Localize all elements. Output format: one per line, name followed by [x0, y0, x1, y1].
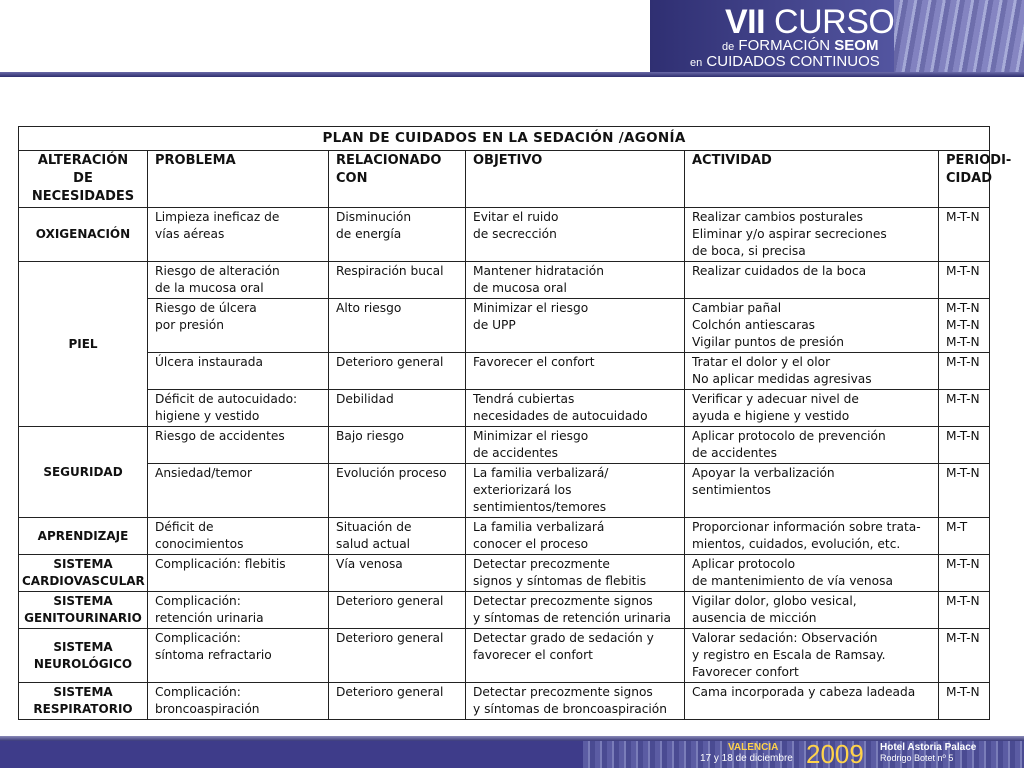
- periodicidad-cell: M-T-N: [939, 353, 990, 390]
- actividad-cell: Realizar cuidados de la boca: [685, 262, 939, 299]
- relacionado-cell: Bajo riesgo: [329, 427, 466, 464]
- relacionado-cell: Deterioro general: [329, 353, 466, 390]
- actividad-cell: Apoyar la verbalización sentimientos: [685, 464, 939, 518]
- banner-title: [725, 3, 894, 41]
- relacionado-cell: Evolución proceso: [329, 464, 466, 518]
- table-row: [19, 555, 990, 592]
- problema-cell: Ansiedad/temor: [148, 464, 329, 518]
- relacionado-cell: Vía venosa: [329, 555, 466, 592]
- relacionado-cell: Respiración bucal: [329, 262, 466, 299]
- relacionado-cell: Situación de salud actual: [329, 518, 466, 555]
- objetivo-cell: Evitar el ruido de secrección: [466, 208, 685, 262]
- problema-cell: Complicación: retención urinaria: [148, 592, 329, 629]
- footer-address: Rodrigo Botet nº 5: [880, 753, 954, 763]
- table-row: [19, 353, 990, 390]
- problema-cell: Riesgo de alteración de la mucosa oral: [148, 262, 329, 299]
- table-row: [19, 629, 990, 683]
- objetivo-cell: Minimizar el riesgo de accidentes: [466, 427, 685, 464]
- periodicidad-cell: M-T-N: [939, 592, 990, 629]
- relacionado-cell: Deterioro general: [329, 683, 466, 720]
- problema-cell: Complicación: flebitis: [148, 555, 329, 592]
- relacionado-cell: Debilidad: [329, 390, 466, 427]
- table-row: [19, 390, 990, 427]
- relacionado-cell: Disminución de energía: [329, 208, 466, 262]
- periodicidad-cell: M-T-N: [939, 555, 990, 592]
- table-header-row: [19, 151, 990, 208]
- table-row: [19, 464, 990, 518]
- periodicidad-cell: M-T-N: [939, 427, 990, 464]
- actividad-cell: Realizar cambios posturales Eliminar y/o aspirar secreciones de boca, si precisa: [685, 208, 939, 262]
- header-divider: [0, 72, 1024, 77]
- table-title-row: [19, 127, 990, 151]
- actividad-cell: Vigilar dolor, globo vesical, ausencia de micción: [685, 592, 939, 629]
- category-cell: SEGURIDAD: [19, 427, 148, 518]
- category-cell: SISTEMA CARDIOVASCULAR: [19, 555, 148, 592]
- objetivo-cell: Detectar precozmente signos y síntomas de broncoaspiración: [466, 683, 685, 720]
- footer-dates: 17 y 18 de diciembre: [700, 753, 793, 764]
- objetivo-cell: Detectar grado de sedación y favorecer el confort: [466, 629, 685, 683]
- category-cell: APRENDIZAJE: [19, 518, 148, 555]
- banner-line3-main: CUIDADOS CONTINUOS: [706, 53, 880, 70]
- table-row: [19, 427, 990, 464]
- actividad-cell: Valorar sedación: Observación y registro en Escala de Ramsay. Favorecer confort: [685, 629, 939, 683]
- relacionado-cell: Alto riesgo: [329, 299, 466, 353]
- periodicidad-cell: M-T-N: [939, 629, 990, 683]
- header-alteracion: ALTERACIÓN DE NECESIDADES: [19, 151, 148, 208]
- problema-cell: Riesgo de úlcera por presión: [148, 299, 329, 353]
- banner-line2-prefix: de: [722, 41, 735, 53]
- category-cell: OXIGENACIÓN: [19, 208, 148, 262]
- table-body: [19, 208, 990, 720]
- actividad-cell: Aplicar protocolo de prevención de accidentes: [685, 427, 939, 464]
- table-row: [19, 518, 990, 555]
- problema-cell: Limpieza ineficaz de vías aéreas: [148, 208, 329, 262]
- header-periodicidad: PERIODI- CIDAD: [939, 151, 990, 208]
- care-plan-table: [18, 126, 1012, 720]
- table-title: PLAN DE CUIDADOS EN LA SEDACIÓN /AGONÍA: [19, 127, 990, 151]
- header-relacionado: RELACIONADO CON: [329, 151, 466, 208]
- footer-city: VALENCIA: [728, 742, 779, 753]
- periodicidad-cell: M-T-N: [939, 464, 990, 518]
- problema-cell: Déficit de autocuidado: higiene y vestido: [148, 390, 329, 427]
- relacionado-cell: Deterioro general: [329, 592, 466, 629]
- header-actividad: ACTIVIDAD: [685, 151, 939, 208]
- category-cell: SISTEMA GENITOURINARIO: [19, 592, 148, 629]
- banner-line-3: [690, 53, 880, 72]
- category-cell: PIEL: [19, 262, 148, 427]
- objetivo-cell: Tendrá cubiertas necesidades de autocuidado: [466, 390, 685, 427]
- periodicidad-cell: M-T-N M-T-N M-T-N: [939, 299, 990, 353]
- banner-line2-main: FORMACIÓN: [738, 37, 831, 54]
- problema-cell: Úlcera instaurada: [148, 353, 329, 390]
- table-row: [19, 592, 990, 629]
- course-banner: [650, 0, 1024, 74]
- footer-year: 2009: [806, 739, 864, 769]
- problema-cell: Riesgo de accidentes: [148, 427, 329, 464]
- actividad-cell: Tratar el dolor y el olor No aplicar medidas agresivas: [685, 353, 939, 390]
- problema-cell: Complicación: síntoma refractario: [148, 629, 329, 683]
- objetivo-cell: Favorecer el confort: [466, 353, 685, 390]
- banner-line2-bold: SEOM: [834, 37, 879, 54]
- actividad-cell: Cama incorporada y cabeza ladeada: [685, 683, 939, 720]
- objetivo-cell: La familia verbalizará conocer el proceso: [466, 518, 685, 555]
- footer-hotel: Hotel Astoria Palace: [880, 742, 977, 753]
- problema-cell: Déficit de conocimientos: [148, 518, 329, 555]
- actividad-cell: Verificar y adecuar nivel de ayuda e higiene y vestido: [685, 390, 939, 427]
- actividad-cell: Cambiar pañal Colchón antiescaras Vigilar puntos de presión: [685, 299, 939, 353]
- problema-cell: Complicación: broncoaspiración: [148, 683, 329, 720]
- banner-curso: CURSO: [774, 3, 895, 41]
- building-photo: [894, 0, 1024, 74]
- table-row: [19, 208, 990, 262]
- periodicidad-cell: M-T-N: [939, 390, 990, 427]
- actividad-cell: Proporcionar información sobre trata- mientos, cuidados, evolución, etc.: [685, 518, 939, 555]
- periodicidad-cell: M-T: [939, 518, 990, 555]
- periodicidad-cell: M-T-N: [939, 208, 990, 262]
- relacionado-cell: Deterioro general: [329, 629, 466, 683]
- objetivo-cell: Mantener hidratación de mucosa oral: [466, 262, 685, 299]
- actividad-cell: Aplicar protocolo de mantenimiento de vía venosa: [685, 555, 939, 592]
- table-row: [19, 262, 990, 299]
- table-row: [19, 683, 990, 720]
- periodicidad-cell: M-T-N: [939, 683, 990, 720]
- banner-roman-numeral: VII: [725, 3, 766, 41]
- category-cell: SISTEMA NEUROLÓGICO: [19, 629, 148, 683]
- periodicidad-cell: M-T-N: [939, 262, 990, 299]
- objetivo-cell: Minimizar el riesgo de UPP: [466, 299, 685, 353]
- header-objetivo: OBJETIVO: [466, 151, 685, 208]
- objetivo-cell: La familia verbalizará/ exteriorizará los sentimientos/temores: [466, 464, 685, 518]
- category-cell: SISTEMA RESPIRATORIO: [19, 683, 148, 720]
- objetivo-cell: Detectar precozmente signos y síntomas de retención urinaria: [466, 592, 685, 629]
- banner-line3-prefix: en: [690, 57, 703, 69]
- objetivo-cell: Detectar precozmente signos y síntomas de flebitis: [466, 555, 685, 592]
- header-problema: PROBLEMA: [148, 151, 329, 208]
- header-blank-area: [0, 0, 650, 72]
- table-row: [19, 299, 990, 353]
